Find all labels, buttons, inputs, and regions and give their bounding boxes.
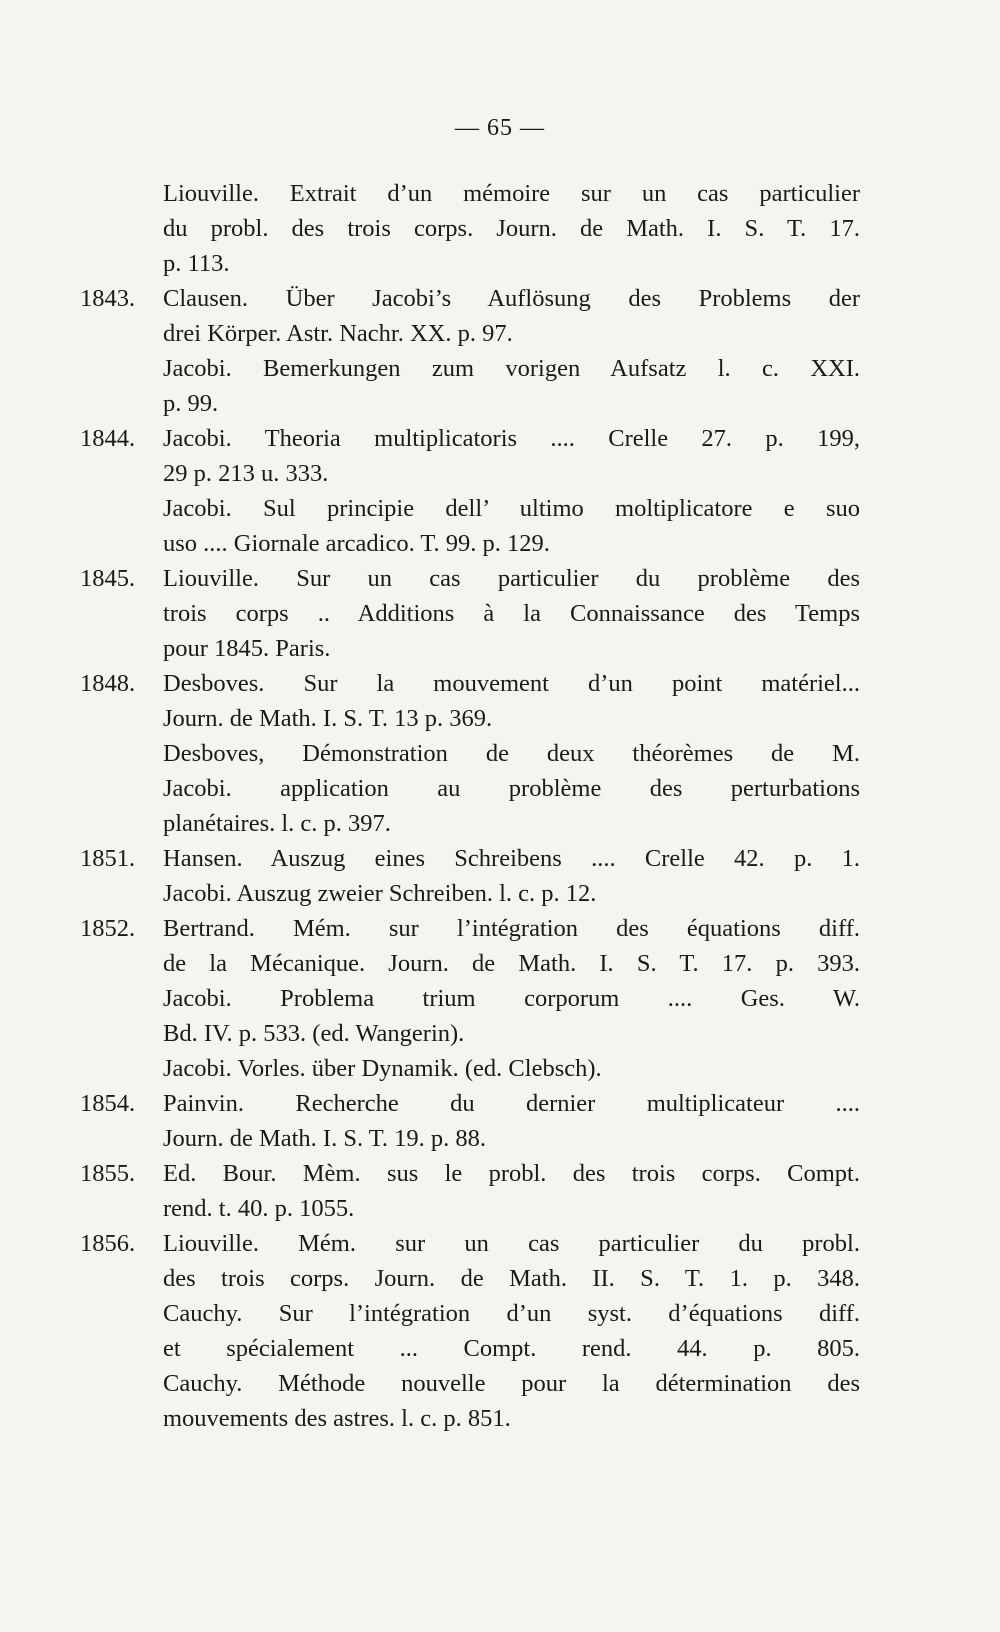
entry-line: Bd. IV. p. 533. (ed. Wangerin). xyxy=(163,1020,465,1047)
entry-line: trois corps .. Additions à la Connaissance des Temps xyxy=(163,600,860,627)
entry-line: planétaires. l. c. p. 397. xyxy=(163,810,391,837)
entry-line: Cauchy. Méthode nouvelle pour la détermination des xyxy=(163,1370,860,1397)
entry-line: mouvements des astres. l. c. p. 851. xyxy=(163,1405,511,1432)
entry-line: des trois corps. Journ. de Math. II. S. T. 1. p. 348. xyxy=(163,1265,860,1292)
bibliography-entry xyxy=(80,561,860,666)
entry-line: Liouville. Sur un cas particulier du problème des xyxy=(163,565,860,592)
bibliography-entry xyxy=(80,421,860,561)
entry-line: Clausen. Über Jacobi’s Auflösung des Problems der xyxy=(163,285,860,312)
entry-line: Jacobi. application au problème des perturbations xyxy=(163,775,860,802)
entry-line: Hansen. Auszug eines Schreibens .... Crelle 42. p. 1. xyxy=(163,845,860,872)
entry-line: Liouville. Extrait d’un mémoire sur un cas particulier xyxy=(163,180,860,207)
entry-line: Journ. de Math. I. S. T. 13 p. 369. xyxy=(163,705,493,732)
bibliography-entry xyxy=(80,1086,860,1156)
entry-year: 1854. xyxy=(80,1090,136,1117)
entry-line: rend. t. 40. p. 1055. xyxy=(163,1195,355,1222)
entry-line: drei Körper. Astr. Nachr. XX. p. 97. xyxy=(163,320,513,347)
entry-line: Jacobi. Vorles. über Dynamik. (ed. Clebsch). xyxy=(163,1055,602,1082)
entry-year: 1848. xyxy=(80,670,136,697)
entry-line: Desboves. Sur la mouvement d’un point matériel... xyxy=(163,670,860,697)
entry-year: 1851. xyxy=(80,845,136,872)
entry-line: Liouville. Mém. sur un cas particulier du probl. xyxy=(163,1230,860,1257)
entry-year: 1856. xyxy=(80,1230,136,1257)
entry-line: Cauchy. Sur l’intégration d’un syst. d’équations diff. xyxy=(163,1300,860,1327)
entry-line: p. 113. xyxy=(163,250,230,277)
bibliography-entry xyxy=(80,666,860,841)
entry-line: Jacobi. Problema trium corporum .... Ges. W. xyxy=(163,985,860,1012)
entry-line: Journ. de Math. I. S. T. 19. p. 88. xyxy=(163,1125,487,1152)
entry-line: Ed. Bour. Mèm. sus le probl. des trois corps. Compt. xyxy=(163,1160,860,1187)
entry-line: pour 1845. Paris. xyxy=(163,635,331,662)
entry-line: du probl. des trois corps. Journ. de Math. I. S. T. 17. xyxy=(163,215,860,242)
entry-line: Painvin. Recherche du dernier multiplicateur .... xyxy=(163,1090,860,1117)
entry-year: 1852. xyxy=(80,915,136,942)
bibliography-entry xyxy=(80,281,860,421)
bibliography-entry xyxy=(80,1226,860,1436)
entry-line: p. 99. xyxy=(163,390,219,417)
bibliography-list xyxy=(80,176,860,1436)
entry-line: et spécialement ... Compt. rend. 44. p. 805. xyxy=(163,1335,860,1362)
entry-line: uso .... Giornale arcadico. T. 99. p. 129. xyxy=(163,530,550,557)
entry-line: 29 p. 213 u. 333. xyxy=(163,460,329,487)
entry-line: Jacobi. Auszug zweier Schreiben. l. c. p. 12. xyxy=(163,880,597,907)
entry-line: Jacobi. Sul principie dell’ ultimo moltiplicatore e suo xyxy=(163,495,860,522)
entry-line: de la Mécanique. Journ. de Math. I. S. T. 17. p. 393. xyxy=(163,950,860,977)
bibliography-entry xyxy=(80,841,860,911)
bibliography-entry xyxy=(80,176,860,281)
entry-line: Jacobi. Theoria multiplicatoris .... Crelle 27. p. 199, xyxy=(163,425,860,452)
page-number: — 65 — xyxy=(455,115,545,141)
entry-line: Jacobi. Bemerkungen zum vorigen Aufsatz l. c. XXI. xyxy=(163,355,860,382)
entry-year: 1845. xyxy=(80,565,136,592)
entry-year: 1843. xyxy=(80,285,136,312)
bibliography-entry xyxy=(80,1156,860,1226)
bibliography-entry xyxy=(80,911,860,1086)
entry-line: Desboves, Démonstration de deux théorèmes de M. xyxy=(163,740,860,767)
entry-line: Bertrand. Mém. sur l’intégration des équations diff. xyxy=(163,915,860,942)
entry-year: 1844. xyxy=(80,425,136,452)
entry-year: 1855. xyxy=(80,1160,136,1187)
